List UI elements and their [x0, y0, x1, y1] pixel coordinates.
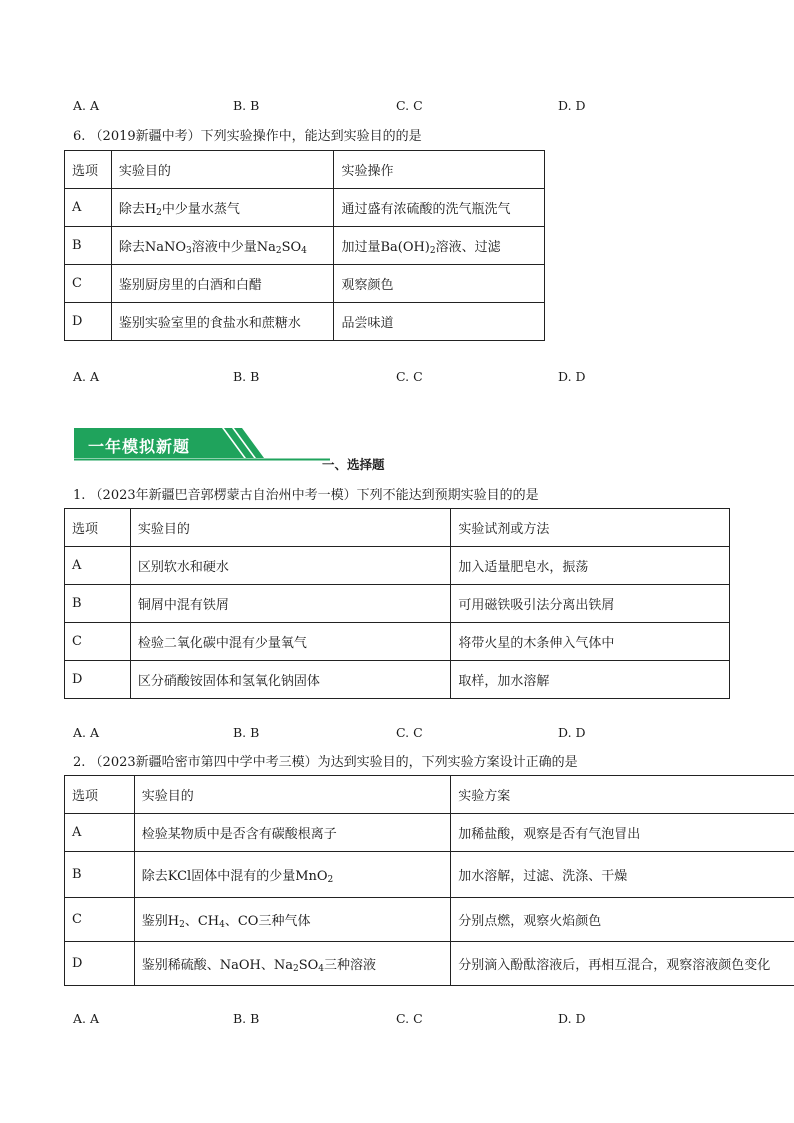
option-b[interactable]: B. B: [233, 369, 260, 384]
header-goal: 实验目的: [130, 509, 451, 547]
question-text: （2023年新疆巴音郭楞蒙古自治州中考一模）下列不能达到预期实验目的的是: [89, 488, 539, 503]
question-number: 1.: [73, 488, 86, 503]
question-6: [73, 125, 422, 144]
table-row: [65, 547, 730, 585]
q1-options: [0, 725, 794, 743]
row-goal: 除去$H_2$中少量水蒸气: [111, 189, 334, 227]
option-a[interactable]: A. A: [73, 98, 100, 113]
option-c[interactable]: C. C: [396, 369, 423, 384]
row-method: 将带火星的木条伸入气体中: [451, 623, 730, 661]
option-c[interactable]: C. C: [396, 1011, 423, 1026]
table-header-row: [65, 509, 730, 547]
table-row: [65, 898, 794, 942]
table-row: [65, 814, 794, 852]
option-d[interactable]: D. D: [558, 725, 586, 740]
row-goal: 鉴别实验室里的食盐水和蔗糖水: [111, 303, 334, 341]
row-option: B: [65, 585, 131, 623]
option-d[interactable]: D. D: [558, 369, 586, 384]
row-operation: 观察颜色: [334, 265, 545, 303]
row-operation: 通过盛有浓硫酸的洗气瓶洗气: [334, 189, 545, 227]
row-goal: 铜屑中混有铁屑: [130, 585, 451, 623]
row-option: B: [65, 227, 112, 265]
row-goal: 区别软水和硬水: [130, 547, 451, 585]
row-option: C: [65, 623, 131, 661]
row-option: D: [65, 661, 131, 699]
row-goal: 除去NaNO$_3$溶液中少量$Na_2SO_4$: [111, 227, 334, 265]
table-row: [65, 852, 794, 898]
header-method: 实验试剂或方法: [451, 509, 730, 547]
q6-options: [0, 369, 794, 387]
table-row: [65, 623, 730, 661]
option-b[interactable]: B. B: [233, 98, 260, 113]
row-method: 可用磁铁吸引法分离出铁屑: [451, 585, 730, 623]
header-option: 选项: [65, 509, 131, 547]
row-plan: 加稀盐酸，观察是否有气泡冒出: [451, 814, 794, 852]
table-row: [65, 189, 545, 227]
option-d[interactable]: D. D: [558, 1011, 586, 1026]
table-row: [65, 227, 545, 265]
row-operation: 品尝味道: [334, 303, 545, 341]
row-method: 加入适量肥皂水，振荡: [451, 547, 730, 585]
row-method: 取样，加水溶解: [451, 661, 730, 699]
option-a[interactable]: A. A: [73, 369, 100, 384]
row-option: C: [65, 898, 135, 942]
row-plan: 加水溶解，过滤、洗涤、干燥: [451, 852, 794, 898]
row-goal: 区分硝酸铵固体和氢氧化钠固体: [130, 661, 451, 699]
question-text: （2019新疆中考）下列实验操作中，能达到实验目的的是: [89, 129, 422, 144]
q1-table: [64, 508, 730, 699]
header-operation: 实验操作: [334, 151, 545, 189]
row-goal: 检验某物质中是否含有碳酸根离子: [134, 814, 450, 852]
row-plan: 分别点燃，观察火焰颜色: [451, 898, 794, 942]
section-title: 一、选择题: [322, 457, 385, 472]
row-goal: 除去KCl固体中混有的少量MnO$_2$: [134, 852, 450, 898]
question-number: 6.: [73, 129, 86, 144]
row-goal: 检验二氧化碳中混有少量氧气: [130, 623, 451, 661]
table-row: [65, 265, 545, 303]
table-row: [65, 585, 730, 623]
option-c[interactable]: C. C: [396, 98, 423, 113]
option-b[interactable]: B. B: [233, 1011, 260, 1026]
banner-label: 一年模拟新题: [88, 437, 191, 456]
question-text: （2023新疆哈密市第四中学中考三模）为达到实验目的，下列实验方案设计正确的是: [89, 755, 578, 770]
table-row: [65, 942, 794, 986]
option-c[interactable]: C. C: [396, 725, 423, 740]
row-plan: 分别滴入酚酞溶液后，再相互混合，观察溶液颜色变化: [451, 942, 794, 986]
question-1: [73, 484, 539, 503]
row-goal: 鉴别$H_2$、$CH_4$、CO三种气体: [134, 898, 450, 942]
header-option: 选项: [65, 151, 112, 189]
table-header-row: [65, 151, 545, 189]
row-option: A: [65, 189, 112, 227]
question-2: [73, 751, 578, 770]
q6-table: [64, 150, 545, 341]
header-option: 选项: [65, 776, 135, 814]
question-number: 2.: [73, 755, 86, 770]
row-goal: 鉴别厨房里的白酒和白醋: [111, 265, 334, 303]
row-operation: 加过量$Ba(OH)_2$溶液、过滤: [334, 227, 545, 265]
option-a[interactable]: A. A: [73, 725, 100, 740]
q2-options: [0, 1011, 794, 1029]
table-row: [65, 661, 730, 699]
row-option: D: [65, 942, 135, 986]
option-b[interactable]: B. B: [233, 725, 260, 740]
table-header-row: [65, 776, 794, 814]
header-goal: 实验目的: [111, 151, 334, 189]
header-plan: 实验方案: [451, 776, 794, 814]
row-option: A: [65, 547, 131, 585]
row-option: D: [65, 303, 112, 341]
header-goal: 实验目的: [134, 776, 450, 814]
q5-options: [0, 98, 794, 116]
q2-table: [64, 775, 794, 986]
row-option: A: [65, 814, 135, 852]
row-goal: 鉴别稀硫酸、NaOH、$Na_2SO_4$三种溶液: [134, 942, 450, 986]
row-option: C: [65, 265, 112, 303]
row-option: B: [65, 852, 135, 898]
table-row: [65, 303, 545, 341]
option-d[interactable]: D. D: [558, 98, 586, 113]
option-a[interactable]: A. A: [73, 1011, 100, 1026]
